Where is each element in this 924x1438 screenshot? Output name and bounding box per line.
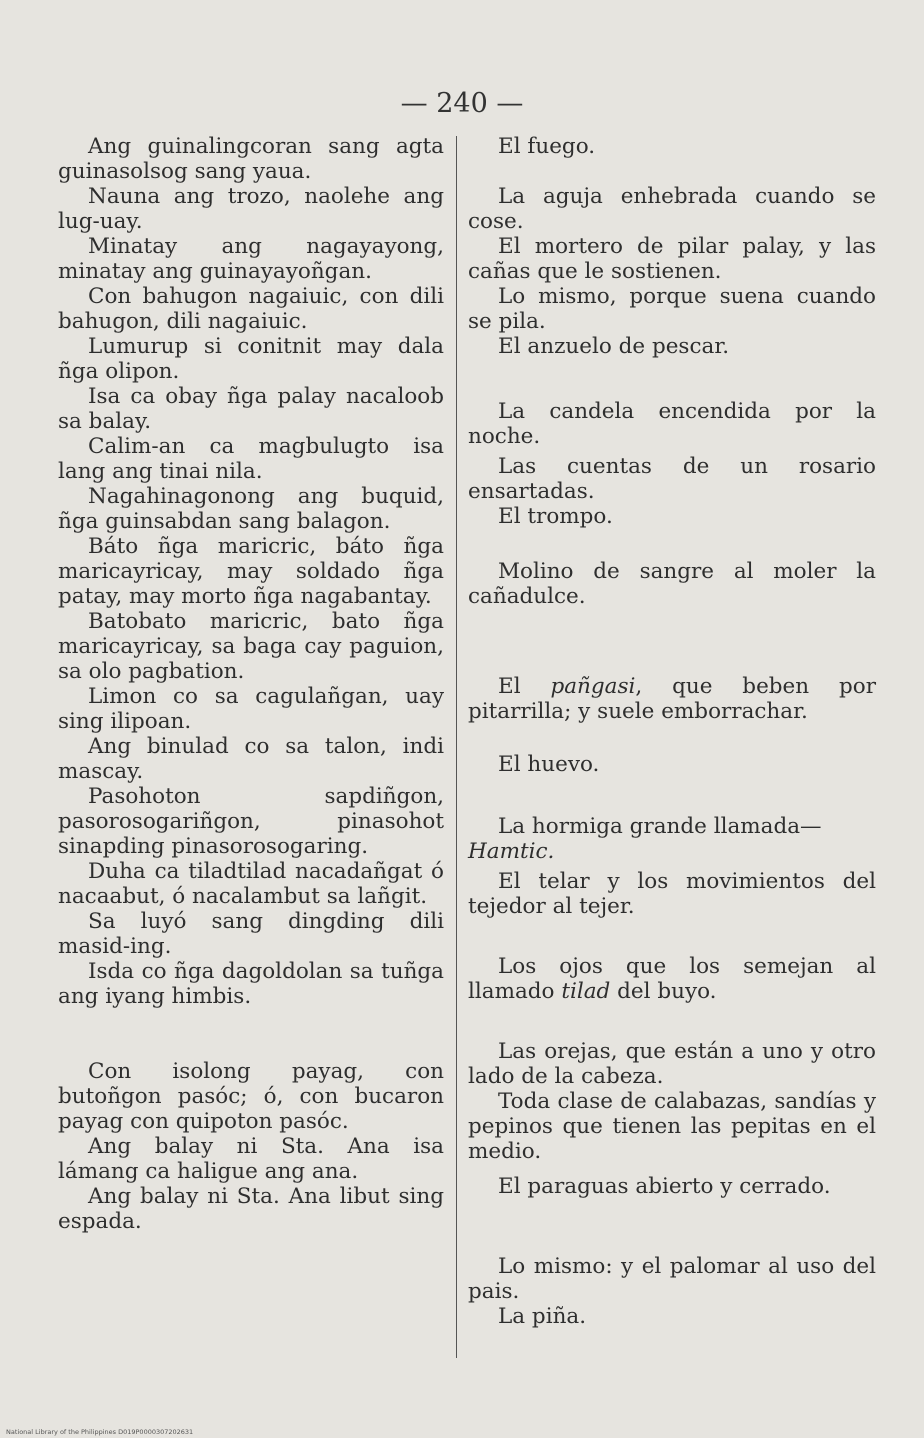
- riddle-19: Ang balay ni Sta. Ana libut sing espada.: [58, 1184, 444, 1234]
- answer-14-before: Los ojos que los semejan al llamado: [468, 954, 876, 1004]
- riddle-14: Duha ca tiladtilad nacadañgat ó nacaabut, ó nacalambut sa lañgit.: [58, 859, 444, 909]
- answer-12-text: La hormiga grande llamada—: [498, 814, 822, 839]
- answer-9: Molino de sangre al moler la cañadulce.: [468, 559, 876, 609]
- riddles-column: [58, 134, 444, 1234]
- answer-2: La aguja enhebrada cuando se cose.: [468, 184, 876, 234]
- riddle-6: Isa ca obay ñga palay nacaloob sa balay.: [58, 384, 444, 434]
- riddle-7: Calim-an ca magbulugto isa lang ang tinai nila.: [58, 434, 444, 484]
- riddle-13: Pasohoton sapdiñgon, pasorosogariñgon, pinasohot sinapding pinasorosogaring.: [58, 784, 444, 859]
- answer-4: Lo mismo, porque suena cuando se pila.: [468, 284, 876, 334]
- answer-8: El trompo.: [498, 504, 613, 529]
- answer-14-after: del buyo.: [610, 979, 717, 1004]
- answer-12: [468, 814, 876, 864]
- riddle-4: Con bahugon nagaiuic, con dili bahugon, dili nagaiuic.: [58, 284, 444, 334]
- answer-12-term: Hamtic.: [468, 839, 555, 864]
- answer-14: [468, 954, 876, 1004]
- answer-7: Las cuentas de un rosario ensartadas.: [468, 454, 876, 504]
- answer-13: El telar y los movimientos del tejedor al tejer.: [468, 869, 876, 919]
- riddle-18: Ang balay ni Sta. Ana isa lámang ca haligue ang ana.: [58, 1134, 444, 1184]
- riddle-5: Lumurup si conitnit may dala ñga olipon.: [58, 334, 444, 384]
- answer-10-after: , que beben por pitarrilla; y suele emborrachar.: [468, 674, 876, 724]
- riddle-12: Ang binulad co sa talon, indi mascay.: [58, 734, 444, 784]
- answer-17: El paraguas abierto y cerrado.: [498, 1174, 831, 1199]
- riddle-2: Nauna ang trozo, naolehe ang lug-uay.: [58, 184, 444, 234]
- riddle-10: Batobato maricric, bato ñga maricayricay, sa baga cay paguion, sa olo pagbation.: [58, 609, 444, 684]
- answer-18: Lo mismo: y el palomar al uso del pais.: [468, 1254, 876, 1304]
- riddle-17: Con isolong payag, con butoñgon pasóc; ó, con bucaron payag con quipoton pasóc.: [58, 1059, 444, 1134]
- answer-19: La piña.: [498, 1304, 587, 1329]
- answer-1: El fuego.: [498, 134, 596, 159]
- riddle-1: Ang guinalingcoran sang agta guinasolsog sang yaua.: [58, 134, 444, 184]
- riddle-9: Báto ñga maricric, báto ñga maricayricay, may soldado ñga patay, may morto ñga nagabantay.: [58, 534, 444, 609]
- answer-5: El anzuelo de pescar.: [498, 334, 730, 359]
- library-footer: National Library of the Philippines D019P0000307202631: [6, 1428, 194, 1436]
- answer-14-term: tilad: [561, 979, 611, 1004]
- answer-10-before: El: [498, 674, 551, 699]
- riddle-16: Isda co ñga dagoldolan sa tuñga ang iyang himbis.: [58, 959, 444, 1009]
- answer-10-term: pañgasi: [550, 674, 636, 699]
- answer-10: [468, 674, 876, 724]
- answer-3: El mortero de pilar palay, y las cañas que le sostienen.: [468, 234, 876, 284]
- riddle-8: Nagahinagonong ang buquid, ñga guinsabdan sang balagon.: [58, 484, 444, 534]
- riddle-3: Minatay ang nagayayong, minatay ang guinayayoñgan.: [58, 234, 444, 284]
- column-divider: [456, 136, 457, 1358]
- answer-15: Las orejas, que están a uno y otro lado de la cabeza.: [468, 1039, 876, 1089]
- spacer: [58, 1009, 444, 1059]
- riddle-15: Sa luyó sang dingding dili masid-ing.: [58, 909, 444, 959]
- answer-6: La candela encendida por la noche.: [468, 399, 876, 449]
- riddle-11: Limon co sa cagulañgan, uay sing ilipoan.: [58, 684, 444, 734]
- page-number: — 240 —: [400, 88, 524, 119]
- answer-11: El huevo.: [498, 752, 600, 777]
- answer-16: Toda clase de calabazas, sandías y pepinos que tienen las pepitas en el medio.: [468, 1089, 876, 1164]
